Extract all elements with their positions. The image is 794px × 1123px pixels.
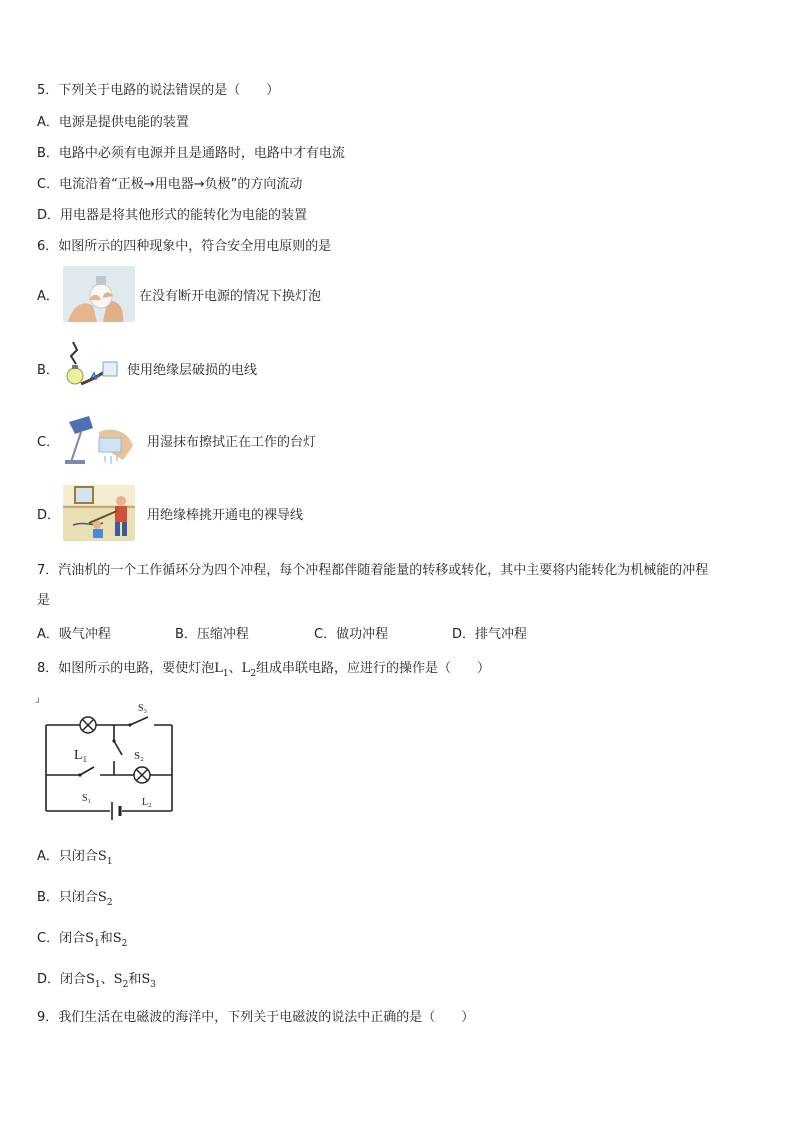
q8-option-d[interactable] <box>37 971 156 990</box>
q7-option-c[interactable]: C．做功冲程 <box>314 627 389 642</box>
q8-option-a-prefix: A．只闭合 <box>37 849 98 864</box>
circuit-label-s3: S₃ <box>138 703 148 714</box>
q6-option-a-letter: A． <box>37 288 59 304</box>
q8-option-b-prefix: B．只闭合 <box>37 890 98 905</box>
q8-option-d-s2: S <box>113 972 123 987</box>
q8-option-d-s1: S <box>86 972 95 987</box>
circuit-label-s2: S₂ <box>134 750 144 762</box>
q8-option-b[interactable] <box>37 889 113 908</box>
q8-option-c-prefix: C．闭合 <box>37 931 86 946</box>
q6-option-b-text: 使用绝缘层破损的电线 <box>127 362 258 378</box>
q7-option-b[interactable]: B．压缩冲程 <box>175 627 249 642</box>
q8-sep: 、 <box>228 661 242 676</box>
insulated-rod-wire-image <box>63 485 135 541</box>
q8-l2-sub: 2 <box>250 669 257 679</box>
q9-stem: 9．我们生活在电磁波的海洋中，下列关于电磁波的说法中正确的是（ ） <box>37 1010 475 1025</box>
q8-option-c[interactable] <box>37 930 127 949</box>
q8-l1: L <box>214 661 223 676</box>
q6-option-b[interactable] <box>37 340 257 396</box>
q7-option-d[interactable]: D．排气冲程 <box>452 627 528 642</box>
damaged-wire-image <box>63 340 123 396</box>
q8-l2: L <box>241 661 251 676</box>
q6-option-d[interactable] <box>37 485 303 541</box>
q5-option-a[interactable]: A．电源是提供电能的装置 <box>37 115 189 130</box>
q5-stem: 5．下列关于电路的说法错误的是（ ） <box>37 83 280 98</box>
q8-option-a-s: S <box>97 849 107 864</box>
q8-option-d-sub1: 1 <box>94 980 101 990</box>
q8-option-c-sub2: 2 <box>121 939 128 949</box>
q8-option-d-sep1: 、 <box>100 972 114 987</box>
q8-option-d-s3: S <box>141 972 151 987</box>
q8-option-c-mid: 和 <box>99 931 113 946</box>
q8-option-c-s2: S <box>112 931 122 946</box>
q8-option-c-s1: S <box>85 931 94 946</box>
q8-stem-pre: 8．如图所示的电路，要使灯泡 <box>37 661 215 676</box>
q6-option-d-text: 用绝缘棒挑开通电的裸导线 <box>147 507 304 523</box>
q5-option-c[interactable]: C．电流沿着“正极→用电器→负极”的方向流动 <box>37 177 303 192</box>
q8-option-b-sub: 2 <box>106 898 113 908</box>
q8-option-c-sub1: 1 <box>93 939 100 949</box>
circuit-label-l1: L₁ <box>74 748 88 763</box>
circuit-label-s1: S₁ <box>82 793 92 804</box>
q6-option-b-letter: B． <box>37 362 59 378</box>
q6-option-a[interactable] <box>37 266 321 322</box>
q5-option-d[interactable]: D．用电器是将其他形式的能转化为电能的装置 <box>37 208 308 223</box>
q6-option-c-letter: C． <box>37 434 60 450</box>
q6-option-c-text: 用湿抹布擦拭正在工作的台灯 <box>147 434 317 450</box>
q7-option-a[interactable]: A．吸气冲程 <box>37 627 111 642</box>
wet-cloth-lamp-image <box>63 412 135 468</box>
q8-option-b-s: S <box>97 890 107 905</box>
q8-stem <box>37 660 490 679</box>
q6-option-a-text: 在没有断开电源的情况下换灯泡 <box>139 288 322 304</box>
hand-changing-bulb-image <box>63 266 135 322</box>
q8-option-d-sub3: 3 <box>150 980 156 990</box>
q5-option-b[interactable]: B．电路中必须有电源并且是通路时，电路中才有电流 <box>37 146 345 161</box>
q6-option-d-letter: D． <box>37 507 61 523</box>
q8-option-a-sub: 1 <box>106 857 113 867</box>
q6-stem: 6．如图所示的四种现象中，符合安全用电原则的是 <box>37 239 332 254</box>
q8-stem-post: 组成串联电路，应进行的操作是（ ） <box>256 661 491 676</box>
q7-stem-line1: 7．汽油机的一个工作循环分为四个冲程，每个冲程都伴随着能量的转移或转化，其中主要将内能转化为机械能的冲程 <box>37 563 709 578</box>
q8-option-d-prefix: D．闭合 <box>37 972 87 987</box>
svg-text:┘: ┘ <box>36 698 41 707</box>
q8-option-a[interactable] <box>37 848 113 867</box>
q8-option-d-mid: 和 <box>128 972 142 987</box>
q8-l1-sub: 1 <box>222 669 229 679</box>
circuit-diagram <box>30 697 190 825</box>
q7-stem-line2: 是 <box>37 593 51 608</box>
q6-option-c[interactable] <box>37 412 316 468</box>
q8-option-d-sub2: 2 <box>122 980 129 990</box>
circuit-label-l2: L₂ <box>142 797 152 808</box>
